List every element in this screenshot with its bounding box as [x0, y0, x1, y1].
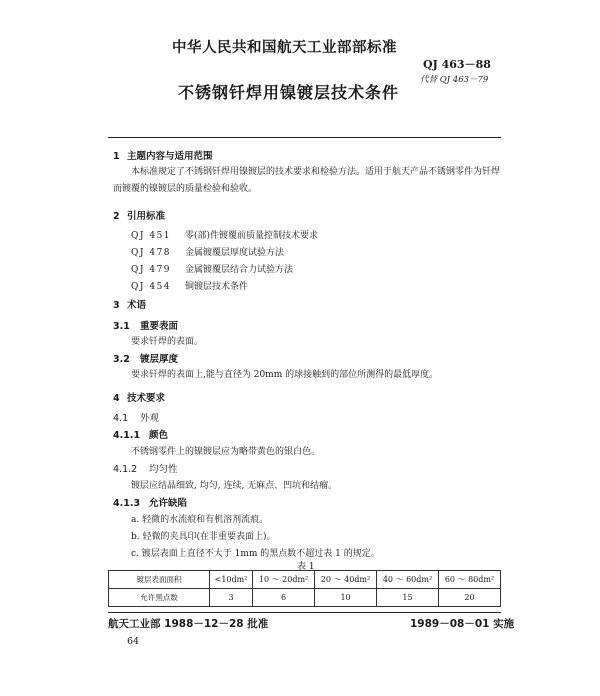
section-4-1-2-text: 镀层应结晶细致, 均匀, 连续, 无麻点、凹坑和结瘤。 [131, 481, 338, 491]
section-title: 术语 [127, 300, 147, 311]
header-divider [108, 137, 501, 138]
section-3-2-text: 要求钎焊的表面上,能与直径为 20mm 的球接触到的部位所测得的最低厚度。 [131, 370, 439, 380]
table-cell: 15 [377, 589, 439, 607]
section-title: 重要表面 [140, 321, 179, 332]
section-title: 均匀性 [149, 464, 178, 475]
section-3-heading [113, 297, 146, 311]
footer-divider [108, 612, 501, 613]
section-number: 1 [113, 151, 120, 162]
table-cell: 3 [210, 589, 253, 607]
section-2-heading [113, 208, 165, 222]
table-caption: 表 1 [297, 562, 315, 572]
section-number: 3.1 [113, 321, 130, 332]
section-title: 技术要求 [127, 393, 166, 404]
section-number: 2 [113, 211, 120, 222]
supersedes-note: 代替 QJ 463－79 [420, 75, 489, 85]
section-4-1-heading [113, 410, 159, 424]
section-title: 主题内容与适用范围 [127, 151, 213, 162]
table-row-label: 镀层表面面积 [109, 571, 210, 589]
table-row-label: 允许黑点数 [109, 589, 210, 607]
table-cell: 6 [253, 589, 315, 607]
approval-date: 航天工业部 1988－12－28 批准 [108, 618, 269, 630]
section-4-heading [113, 390, 165, 404]
section-3-2-heading [113, 351, 178, 365]
section-number: 4.1.1 [113, 430, 141, 441]
reference-code: QJ 454 [131, 282, 172, 292]
reference-name: 金属镀覆层厚度试验方法 [185, 248, 285, 258]
section-title: 引用标准 [127, 211, 166, 222]
section-1-heading [113, 148, 213, 162]
section-4-1-1-text: 不锈钢零件上的镍镀层应为略带黄色的银白色。 [131, 447, 321, 457]
effective-date: 1989－08－01 实施 [410, 618, 515, 630]
defect-item: c. 镀层表面上直径不大于 1mm 的黑点数不超过表 1 的规定。 [131, 549, 380, 559]
section-number: 3 [113, 300, 120, 311]
reference-code: QJ 479 [131, 265, 172, 275]
reference-name: 铜镀层技术条件 [185, 282, 249, 292]
defect-item: a. 轻微的水流痕和有机溶剂流痕。 [131, 515, 269, 525]
issuing-organization: 中华人民共和国航天工业部部标准 [172, 40, 397, 56]
section-title: 允许缺陷 [149, 498, 188, 509]
section-title: 镀层厚度 [140, 354, 179, 365]
reference-item [131, 279, 248, 292]
table-cell: 60 ～ 80dm² [438, 571, 500, 589]
section-title: 颜色 [149, 430, 169, 441]
defect-limit-table [108, 570, 501, 607]
reference-name: 金属镀覆层结合力试验方法 [185, 265, 294, 275]
document-title: 不锈钢钎焊用镍镀层技术条件 [178, 83, 400, 102]
section-4-1-3-heading [113, 495, 187, 509]
table-cell: 10 ～ 20dm² [253, 571, 315, 589]
section-title: 外观 [140, 413, 160, 424]
section-number: 4.1 [113, 413, 129, 424]
section-3-1-text: 要求钎焊的表面。 [131, 337, 204, 347]
section-4-1-2-heading [113, 461, 178, 475]
table-cell: 20 [438, 589, 500, 607]
table-row [109, 589, 501, 607]
reference-code: QJ 478 [131, 248, 172, 258]
defect-item: b. 轻微的夹具印(在非重要表面上)。 [131, 532, 276, 542]
reference-item [131, 228, 318, 241]
reference-code: QJ 451 [131, 231, 172, 241]
reference-item [131, 245, 284, 258]
reference-item [131, 262, 293, 275]
section-number: 4 [113, 393, 120, 404]
table-cell: <10dm² [210, 571, 253, 589]
standard-number: QJ 463－88 [423, 58, 491, 71]
section-3-1-heading [113, 318, 178, 332]
table-cell: 40 ～ 60dm² [377, 571, 439, 589]
table-cell: 20 ～ 40dm² [315, 571, 377, 589]
section-4-1-1-heading [113, 427, 168, 441]
section-1-paragraph: 本标准规定了不锈钢钎焊用镍镀层的技术要求和检验方法。适用于航天产品不锈钢零件为钎焊而镀覆的镍镀层的质量检验和验收。 [113, 167, 501, 194]
page-number: 64 [127, 636, 140, 647]
reference-name: 零(部)件镀覆前质量控制技术要求 [185, 231, 319, 241]
table-row [109, 571, 501, 589]
section-number: 4.1.2 [113, 464, 138, 475]
section-number: 4.1.3 [113, 498, 141, 509]
table-cell: 10 [315, 589, 377, 607]
section-number: 3.2 [113, 354, 130, 365]
